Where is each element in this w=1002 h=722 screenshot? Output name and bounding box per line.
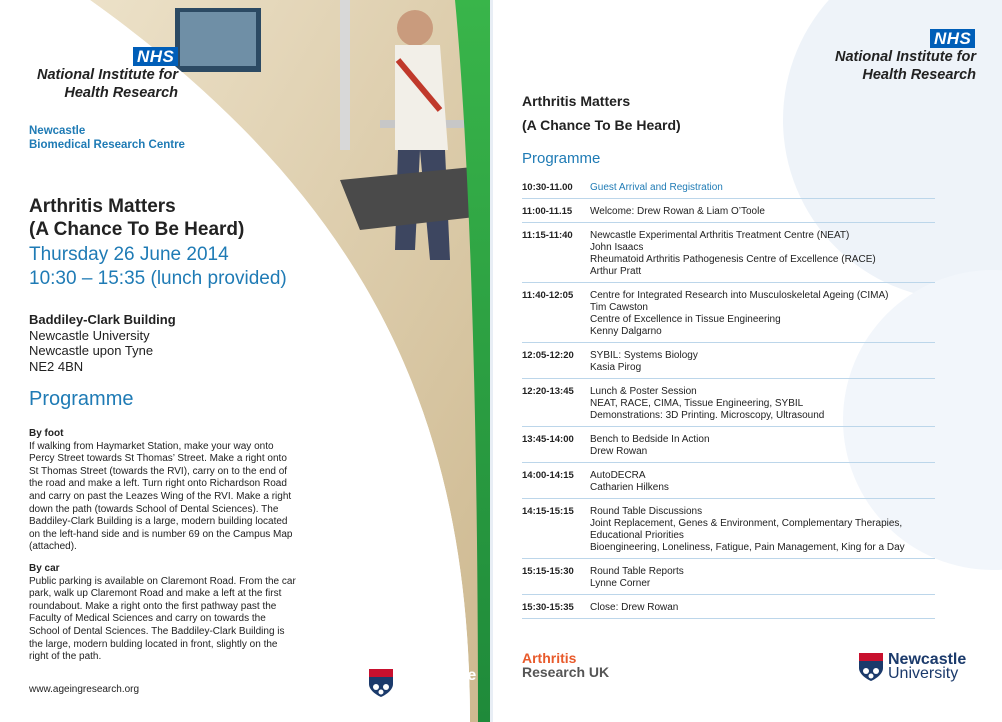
nhs-logo: NHS [930, 29, 975, 48]
nihr-logo-text [813, 48, 976, 84]
schedule-speaker: Catharien Hilkens [590, 482, 669, 493]
event-date-line: Thursday 26 June 2014 [29, 244, 229, 265]
schedule-item: Round Table Reports [590, 566, 684, 577]
brc-name [29, 124, 185, 152]
venue-line1: Newcastle University [29, 327, 150, 343]
schedule-speaker: Kasia Pirog [590, 362, 642, 373]
schedule-row [522, 288, 935, 343]
directions-by-car [29, 563, 299, 664]
schedule-item: Welcome: Drew Rowan & Liam O’Toole [590, 206, 765, 217]
programme-schedule [522, 180, 935, 624]
by-foot-text: If walking from Haymarket Station, make your way onto Percy Street towards St Thomas’ Street. Make a right onto St Thomas Street (towards the RVI), carry on to the end of the road and make a left. Turn right onto Richardson Road and carry on past the Leazes Wing of the RVI. Make a right down the path (towards School of Dental Sciences). The Baddiley-Clark Building is a large, modern building located on the left-hand side and is number 69 on the Campus Map (attached). [29, 440, 293, 553]
website-link[interactable]: www.ageingresearch.org [29, 684, 140, 695]
event-title-line1: Arthritis Matters [29, 196, 176, 217]
schedule-time: 15:15-15:30 [522, 566, 574, 577]
schedule-item: Rheumatoid Arthritis Pathogenesis Centre of Excellence (RACE) [590, 254, 876, 265]
schedule-detail: Demonstrations: 3D Printing. Microscopy, Ultrasound [590, 410, 825, 421]
schedule-time: 12:20-13:45 [522, 386, 574, 397]
schedule-time: 14:15-15:15 [522, 506, 574, 517]
by-car-heading: By car [29, 563, 60, 574]
event-title [29, 195, 244, 241]
schedule-time: 12:05-12:20 [522, 350, 574, 361]
by-car-text: Public parking is available on Claremont Road. From the car park, walk up Claremont Road and make a left at the first roundabout. Make a right onto the first pathway past the Faculty of Medical Sciences and carry on towards the School of Dental Sciences. The Baddiley-Clark Building is the large, modern bulding located in front, slightly on the right of the path. [29, 575, 296, 663]
event-date [29, 243, 287, 291]
venue-address [29, 312, 176, 374]
arthritis-logo-line1: Arthritis [522, 650, 577, 666]
schedule-detail: NEAT, RACE, CIMA, Tissue Engineering, SYBIL [590, 398, 804, 409]
newcastle-university-logo-left [368, 668, 476, 698]
university-shield-icon [858, 652, 884, 682]
schedule-item: Round Table Discussions [590, 506, 703, 517]
schedule-row [522, 348, 935, 379]
arthritis-logo-line2: Research UK [522, 664, 610, 680]
schedule-row [522, 600, 935, 619]
brc-line1: Newcastle [29, 125, 86, 137]
university-name-line2: University [888, 665, 959, 682]
schedule-time: 15:30-15:35 [522, 602, 574, 613]
university-name-line1: Newcastle [888, 651, 967, 668]
programme-heading-left: Programme [29, 388, 134, 410]
schedule-row [522, 432, 935, 463]
schedule-speaker: Kenny Dalgarno [590, 326, 662, 337]
schedule-time: 11:00-11.15 [522, 206, 573, 217]
schedule-detail: Educational Priorities [590, 530, 684, 541]
event-title [522, 89, 681, 137]
newcastle-university-logo-right [858, 652, 966, 682]
schedule-detail: Joint Replacement, Genes & Environment, Complementary Therapies, [590, 518, 903, 529]
schedule-time: 11:40-12:05 [522, 290, 574, 301]
venue-building: Baddiley-Clark Building [29, 312, 176, 327]
nihr-line2: Health Research [862, 67, 976, 83]
brc-line2: Biomedical Research Centre [29, 139, 185, 151]
event-time-line: 10:30 – 15:35 (lunch provided) [29, 268, 287, 289]
right-page [493, 0, 1002, 722]
university-name-line1: Newcastle [398, 667, 477, 684]
schedule-item: Centre for Integrated Research into Musculoskeletal Ageing (CIMA) [590, 290, 889, 301]
schedule-speaker: Tim Cawston [590, 302, 648, 313]
schedule-time: 11:15-11:40 [522, 230, 573, 241]
nhs-logo: NHS [133, 47, 178, 66]
schedule-item: Guest Arrival and Registration [590, 182, 723, 193]
programme-heading: Programme [522, 150, 601, 167]
venue-postcode: NE2 4BN [29, 358, 84, 374]
schedule-item: Newcastle Experimental Arthritis Treatment Centre (NEAT) [590, 230, 850, 241]
schedule-row [522, 384, 935, 427]
event-title-line2: (A Chance To Be Heard) [29, 219, 245, 240]
nihr-logo-text [24, 66, 178, 102]
schedule-item: SYBIL: Systems Biology [590, 350, 698, 361]
schedule-speaker: Arthur Pratt [590, 266, 642, 277]
nihr-line1: National Institute for [835, 49, 976, 65]
by-foot-heading: By foot [29, 428, 64, 439]
event-title-line2: (A Chance To Be Heard) [522, 117, 681, 133]
schedule-row [522, 564, 935, 595]
schedule-item: Bench to Bedside In Action [590, 434, 710, 445]
schedule-row [522, 228, 935, 283]
schedule-speaker: John Isaacs [590, 242, 644, 253]
schedule-time: 13:45-14:00 [522, 434, 574, 445]
schedule-item: Lunch & Poster Session [590, 386, 697, 397]
left-page [0, 0, 493, 722]
university-name-line2: University [398, 681, 469, 698]
schedule-item: AutoDECRA [590, 470, 646, 481]
schedule-speaker: Lynne Corner [590, 578, 651, 589]
university-shield-icon [368, 668, 394, 698]
directions-by-foot [29, 428, 299, 554]
schedule-time: 10:30-11.00 [522, 182, 573, 193]
arthritis-research-uk-logo [522, 651, 609, 679]
schedule-item: Centre of Excellence in Tissue Engineering [590, 314, 781, 325]
schedule-detail: Bioengineering, Loneliness, Fatigue, Pain Management, King for a Day [590, 542, 905, 553]
schedule-row [522, 504, 935, 559]
schedule-row [522, 204, 935, 223]
schedule-item: Close: Drew Rowan [590, 602, 679, 613]
nihr-line2: Health Research [64, 85, 178, 101]
schedule-speaker: Drew Rowan [590, 446, 648, 457]
event-title-line1: Arthritis Matters [522, 93, 631, 109]
schedule-row [522, 468, 935, 499]
schedule-row [522, 180, 935, 199]
venue-line2: Newcastle upon Tyne [29, 343, 154, 358]
nihr-line1: National Institute for [37, 67, 178, 83]
schedule-time: 14:00-14:15 [522, 470, 574, 481]
